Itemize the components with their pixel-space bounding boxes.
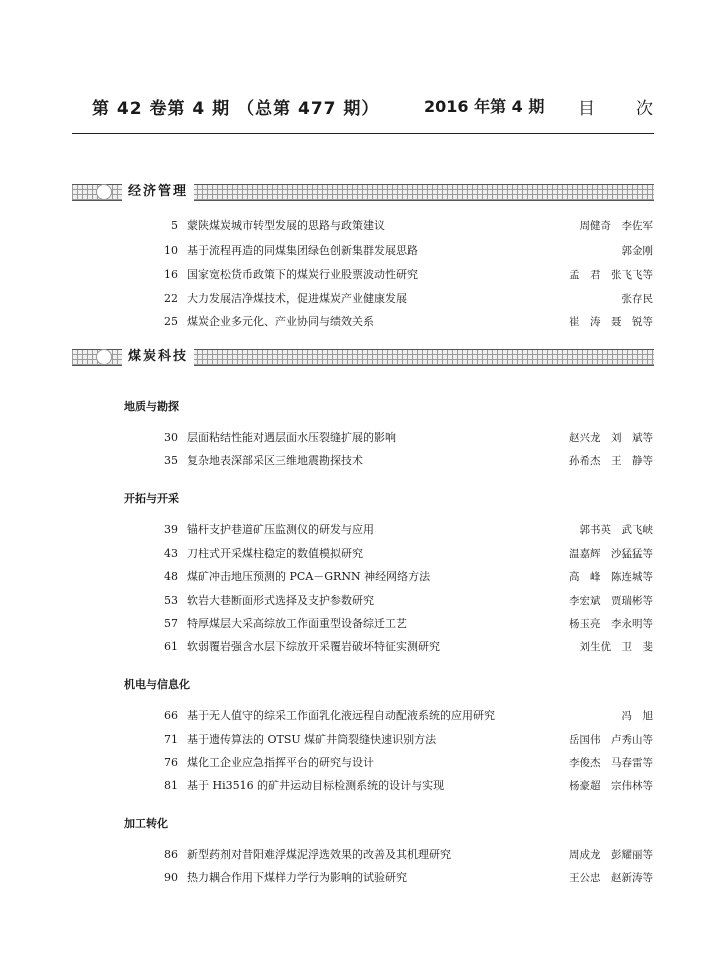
section-title: 煤炭科技	[122, 348, 194, 366]
page-number: 22	[164, 292, 178, 305]
toc-entry[interactable]	[0, 592, 724, 610]
page-number: 76	[164, 756, 178, 769]
article-title: 新型药剂对昔阳难浮煤泥浮选效果的改善及其机理研究	[187, 848, 451, 861]
article-authors: 刘生优 卫 斐	[579, 641, 653, 653]
page-number: 39	[164, 523, 178, 536]
page-number: 61	[164, 640, 178, 653]
toc-entry[interactable]	[0, 615, 724, 633]
page-number: 81	[164, 779, 178, 792]
section-banner-economic-management	[72, 184, 654, 201]
article-authors: 王公忠 赵新涛等	[569, 872, 653, 884]
article-title: 煤化工企业应急指挥平台的研究与设计	[187, 756, 374, 769]
toc-entry[interactable]	[0, 545, 724, 563]
page-number: 57	[164, 617, 178, 630]
page-number: 35	[164, 454, 178, 467]
article-authors: 李宏斌 贾瑞彬等	[569, 595, 653, 607]
article-authors: 崔 涛 聂 锐等	[569, 316, 653, 328]
article-authors: 李俊杰 马春雷等	[569, 757, 653, 769]
toc-entry[interactable]	[0, 313, 724, 331]
page-number: 86	[164, 848, 178, 861]
toc-entry[interactable]	[0, 638, 724, 656]
subsection-title: 开拓与开采	[124, 492, 179, 505]
subsection-title: 机电与信息化	[124, 678, 190, 691]
article-authors: 周成龙 彭耀丽等	[569, 849, 653, 861]
article-title: 煤炭企业多元化、产业协同与绩效关系	[187, 315, 374, 328]
article-authors: 张存民	[621, 293, 653, 305]
article-authors: 郭书英 武飞峡	[579, 524, 653, 536]
article-title: 刀柱式开采煤柱稳定的数值模拟研究	[187, 547, 363, 560]
article-title: 大力发展洁净煤技术，促进煤炭产业健康发展	[187, 292, 407, 305]
article-title: 特厚煤层大采高综放工作面重型设备综迁工艺	[187, 617, 407, 630]
toc-entry[interactable]	[0, 217, 724, 235]
page-number: 66	[164, 709, 178, 722]
toc-entry[interactable]	[0, 242, 724, 260]
article-title: 基于 Hi3516 的矿井运动目标检测系统的设计与实现	[187, 779, 445, 792]
article-authors: 孟 君 张飞飞等	[569, 269, 653, 281]
toc-entry[interactable]	[0, 290, 724, 308]
article-title: 复杂地表深部采区三维地震勘探技术	[187, 454, 363, 467]
article-title: 基于遗传算法的 OTSU 煤矿井筒裂缝快速识别方法	[187, 733, 437, 746]
section-banner-coal-technology	[72, 349, 654, 366]
year-issue-label: 2016 年第 4 期	[424, 97, 545, 116]
article-authors: 冯 旭	[621, 710, 653, 722]
article-authors: 杨玉亮 李永明等	[569, 618, 653, 630]
article-title: 蒙陕煤炭城市转型发展的思路与政策建议	[187, 219, 385, 232]
article-authors: 周健奇 李佐军	[579, 220, 653, 232]
toc-entry[interactable]	[0, 869, 724, 887]
page-number: 48	[164, 570, 178, 583]
toc-title-char-2: 次	[636, 99, 653, 119]
page-number: 5	[171, 219, 178, 232]
subsection-title: 加工转化	[124, 817, 168, 830]
page-number: 10	[164, 244, 178, 257]
toc-entry[interactable]	[0, 521, 724, 539]
article-authors: 杨豪超 宗伟林等	[569, 780, 653, 792]
article-title: 软岩大巷断面形式选择及支护参数研究	[187, 594, 374, 607]
page-number: 71	[164, 733, 178, 746]
volume-issue-label: 第 42 卷第 4 期 （总第 477 期）	[92, 99, 380, 119]
section-title: 经济管理	[122, 183, 194, 201]
toc-entry[interactable]	[0, 568, 724, 586]
toc-entry[interactable]	[0, 452, 724, 470]
article-title: 层面粘结性能对遇层面水压裂缝扩展的影响	[187, 431, 396, 444]
page-number: 30	[164, 431, 178, 444]
toc-entry[interactable]	[0, 707, 724, 725]
article-title: 热力耦合作用下煤样力学行为影响的试验研究	[187, 871, 407, 884]
page-number: 25	[164, 315, 178, 328]
toc-entry[interactable]	[0, 846, 724, 864]
page-header	[74, 92, 652, 118]
article-title: 锚杆支护巷道矿压监测仪的研发与应用	[187, 523, 374, 536]
header-rule	[72, 133, 654, 134]
circle-bullet-icon	[96, 184, 112, 200]
toc-entry[interactable]	[0, 731, 724, 749]
page-number: 43	[164, 547, 178, 560]
page-number: 90	[164, 871, 178, 884]
article-title: 基于无人值守的综采工作面乳化液远程自动配液系统的应用研究	[187, 709, 495, 722]
article-authors: 岳国伟 卢秀山等	[569, 734, 653, 746]
article-authors: 赵兴龙 刘 斌等	[569, 432, 653, 444]
circle-bullet-icon	[96, 349, 112, 365]
subsection-title: 地质与勘探	[124, 400, 179, 413]
toc-entry[interactable]	[0, 266, 724, 284]
toc-title-char-1: 目	[578, 99, 595, 119]
article-title: 国家宽松货币政策下的煤炭行业股票波动性研究	[187, 268, 418, 281]
article-authors: 温嘉辉 沙猛猛等	[569, 548, 653, 560]
toc-entry[interactable]	[0, 777, 724, 795]
article-title: 基于流程再造的同煤集团绿色创新集群发展思路	[187, 244, 418, 257]
article-authors: 高 峰 陈连城等	[569, 571, 653, 583]
article-authors: 郭金刚	[621, 245, 653, 257]
article-authors: 孙希杰 王 静等	[569, 455, 653, 467]
article-title: 软弱覆岩强含水层下综放开采覆岩破坏特征实测研究	[187, 640, 440, 653]
toc-entry[interactable]	[0, 429, 724, 447]
page-number: 53	[164, 594, 178, 607]
toc-entry[interactable]	[0, 754, 724, 772]
page-number: 16	[164, 268, 178, 281]
article-title: 煤矿冲击地压预测的 PCA－GRNN 神经网络方法	[187, 570, 431, 583]
